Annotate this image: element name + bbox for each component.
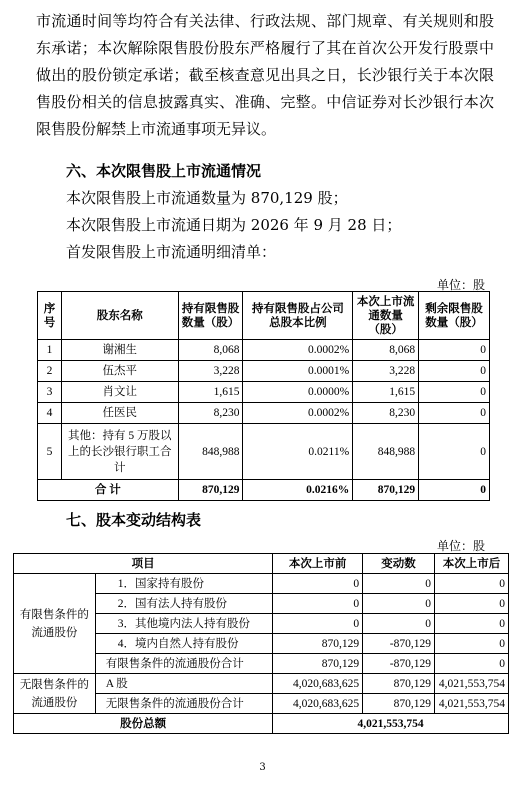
cell-no: 2 [38,361,62,382]
section6-heading: 六、本次限售股上市流通情况 [66,162,262,180]
table-total-row [14,714,509,734]
table-header-row [38,292,490,340]
cell-item: 2．国有法人持有股份 [95,594,272,614]
cell-ratio: 0.0001% [243,361,353,382]
cell-change: 0 [363,574,435,594]
cell-listed: 848,988 [353,424,419,480]
cell-listed: 3,228 [353,361,419,382]
cell-before: 0 [273,574,363,594]
cell-no: 4 [38,403,62,424]
cell-after: 0 [434,614,508,634]
cell-item: 有限售条件的流通股份合计 [95,654,272,674]
cell-item: 1．国家持有股份 [95,574,272,594]
cell-change: -870,129 [363,654,435,674]
cell-before: 870,129 [273,634,363,654]
cell-name: 其他：持有 5 万股以上的长沙银行职工合计 [61,424,178,480]
cell-change: 0 [363,614,435,634]
cell-ratio: 0.0002% [243,403,353,424]
total-ratio: 0.0216% [243,480,353,501]
section6-unit: 单位：股 [437,278,486,292]
table-row [38,340,490,361]
col-header-ratio: 持有限售股占公司总股本比例 [243,292,353,340]
cell-after: 4,021,553,754 [434,674,508,694]
cell-no: 5 [38,424,62,480]
table-row [38,361,490,382]
group-unrestricted: 无限售条件的流通股份 [14,674,96,714]
cell-after: 0 [434,594,508,614]
total-listed: 870,129 [353,480,419,501]
total-label: 合 计 [38,480,179,501]
group-restricted: 有限售条件的流通股份 [14,574,96,674]
section6-line2: 本次限售股上市流通日期为 2026 年 9 月 28 日； [66,216,402,234]
cell-name: 任医民 [61,403,178,424]
cell-before: 0 [273,614,363,634]
cell-item: 3．其他境内法人持有股份 [95,614,272,634]
total-held: 870,129 [178,480,243,501]
cell-before: 4,020,683,625 [273,694,363,714]
table-row [14,674,509,694]
col-header-no: 序号 [38,292,62,340]
col-header-remain: 剩余限售股数量（股） [419,292,490,340]
cell-after: 0 [434,634,508,654]
cell-before: 0 [273,594,363,614]
cell-held: 3,228 [178,361,243,382]
cell-ratio: 0.0002% [243,340,353,361]
cell-remain: 0 [419,361,490,382]
cell-after: 4,021,553,754 [434,694,508,714]
cell-name: 谢湘生 [61,340,178,361]
cell-name: 伍杰平 [61,361,178,382]
cell-listed: 8,230 [353,403,419,424]
cell-remain: 0 [419,340,490,361]
cell-item: A 股 [95,674,272,694]
col-header-after: 本次上市后 [434,554,508,574]
intro-paragraph: 市流通时间等均符合有关法律、行政法规、部门规章、有关规则和股东承诺；本次解除限售股份股东严格履行了其在首次公开发行股票中做出的股份锁定承诺；截至核查意见出具之日，长沙银行关于本次限售股份相关的信息披露真实、准确、完整。中信证券对长沙银行本次限售股份解禁上市流通事项无异议。 [36,12,494,138]
cell-before: 870,129 [273,654,363,674]
cell-before: 4,020,683,625 [273,674,363,694]
cell-remain: 0 [419,382,490,403]
cell-after: 0 [434,574,508,594]
table-total-row [38,480,490,501]
section6-line3: 首发限售股上市流通明细清单： [66,243,277,261]
cell-item: 无限售条件的流通股份合计 [95,694,272,714]
cell-ratio: 0.0000% [243,382,353,403]
cell-listed: 1,615 [353,382,419,403]
lockup-detail-table [37,291,490,501]
total-value: 4,021,553,754 [273,714,509,734]
col-header-name: 股东名称 [61,292,178,340]
page-number: 3 [259,762,266,773]
cell-name: 肖文让 [61,382,178,403]
total-label: 股份总额 [14,714,273,734]
cell-ratio: 0.0211% [243,424,353,480]
share-structure-table [13,553,509,734]
cell-change: 870,129 [363,674,435,694]
cell-no: 1 [38,340,62,361]
table-header-row [14,554,509,574]
cell-after: 0 [434,654,508,674]
cell-change: 870,129 [363,694,435,714]
section7-heading: 七、股本变动结构表 [66,511,202,529]
col-header-listed: 本次上市流通数量（股） [353,292,419,340]
cell-held: 8,230 [178,403,243,424]
cell-listed: 8,068 [353,340,419,361]
col-header-held: 持有限售股数量（股） [178,292,243,340]
cell-item: 4．境内自然人持有股份 [95,634,272,654]
total-remain: 0 [419,480,490,501]
cell-change: 0 [363,594,435,614]
table-row [38,382,490,403]
cell-no: 3 [38,382,62,403]
section7-unit: 单位：股 [437,539,486,553]
cell-remain: 0 [419,424,490,480]
col-header-before: 本次上市前 [273,554,363,574]
cell-held: 848,988 [178,424,243,480]
table-row [38,403,490,424]
cell-remain: 0 [419,403,490,424]
table-row [38,424,490,480]
col-header-item: 项目 [14,554,273,574]
section6-line1: 本次限售股上市流通数量为 870,129 股； [66,189,348,207]
cell-held: 8,068 [178,340,243,361]
cell-held: 1,615 [178,382,243,403]
table-row [14,574,509,594]
col-header-change: 变动数 [363,554,435,574]
cell-change: -870,129 [363,634,435,654]
